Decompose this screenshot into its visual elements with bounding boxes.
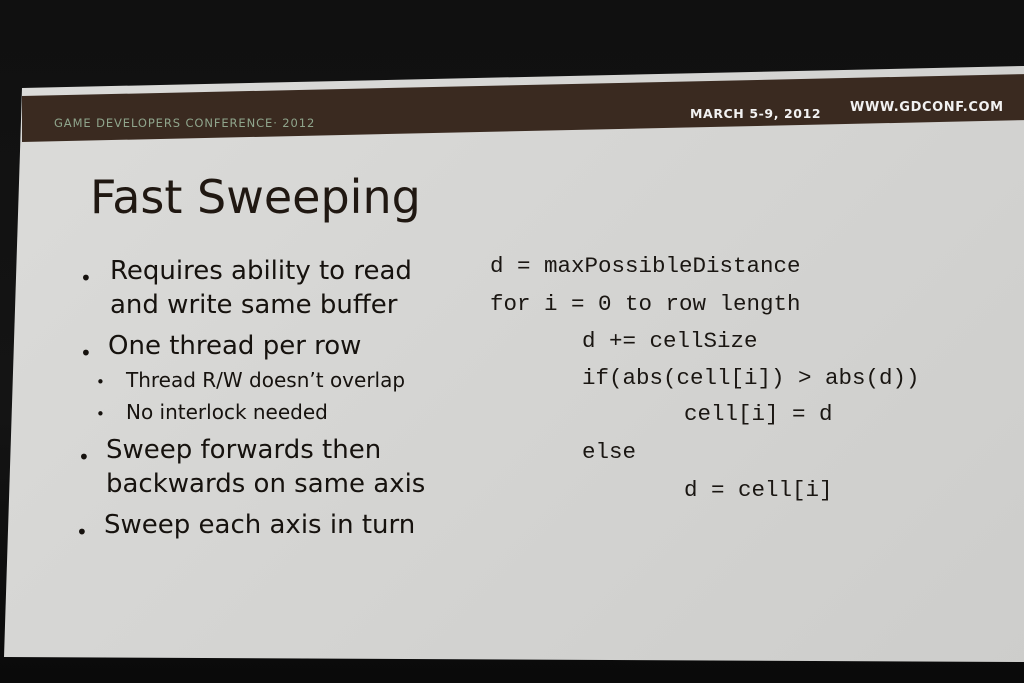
bullet-item-3-line-2: backwards on same axis: [106, 469, 426, 499]
conference-dates: MARCH 5-9, 2012: [690, 106, 822, 121]
conference-website: WWW.GDCONF.COM: [850, 100, 1004, 115]
sub-bullet-item-1: Thread R/W doesn’t overlap: [126, 368, 406, 392]
sub-bullet-dot: •: [96, 373, 105, 391]
sub-bullet-dot: •: [96, 405, 105, 423]
bullet-item-4: Sweep each axis in turn: [104, 510, 416, 540]
code-line-6: else: [582, 439, 637, 465]
bullet-item-1-line-1: Requires ability to read: [110, 256, 412, 286]
code-line-3: d += cellSize: [582, 328, 758, 354]
bullet-item-1-line-2: and write same buffer: [110, 290, 398, 320]
bullet-item-3-line-1: Sweep forwards then: [106, 435, 382, 465]
bullet-dot: •: [80, 266, 92, 290]
bullet-dot: •: [76, 520, 88, 544]
code-line-1: d = maxPossibleDistance: [490, 253, 801, 279]
code-line-7: d = cell[i]: [684, 477, 833, 503]
slide-title: Fast Sweeping: [90, 170, 421, 224]
code-line-4: if(abs(cell[i]) > abs(d)): [582, 365, 920, 391]
code-line-5: cell[i] = d: [684, 401, 833, 427]
bullet-item-2: One thread per row: [108, 331, 362, 361]
conference-name: GAME DEVELOPERS CONFERENCE· 2012: [54, 116, 316, 130]
code-line-2: for i = 0 to row length: [490, 291, 801, 317]
bullet-dot: •: [80, 341, 92, 365]
bullet-dot: •: [78, 445, 90, 469]
sub-bullet-item-2: No interlock needed: [126, 400, 328, 424]
